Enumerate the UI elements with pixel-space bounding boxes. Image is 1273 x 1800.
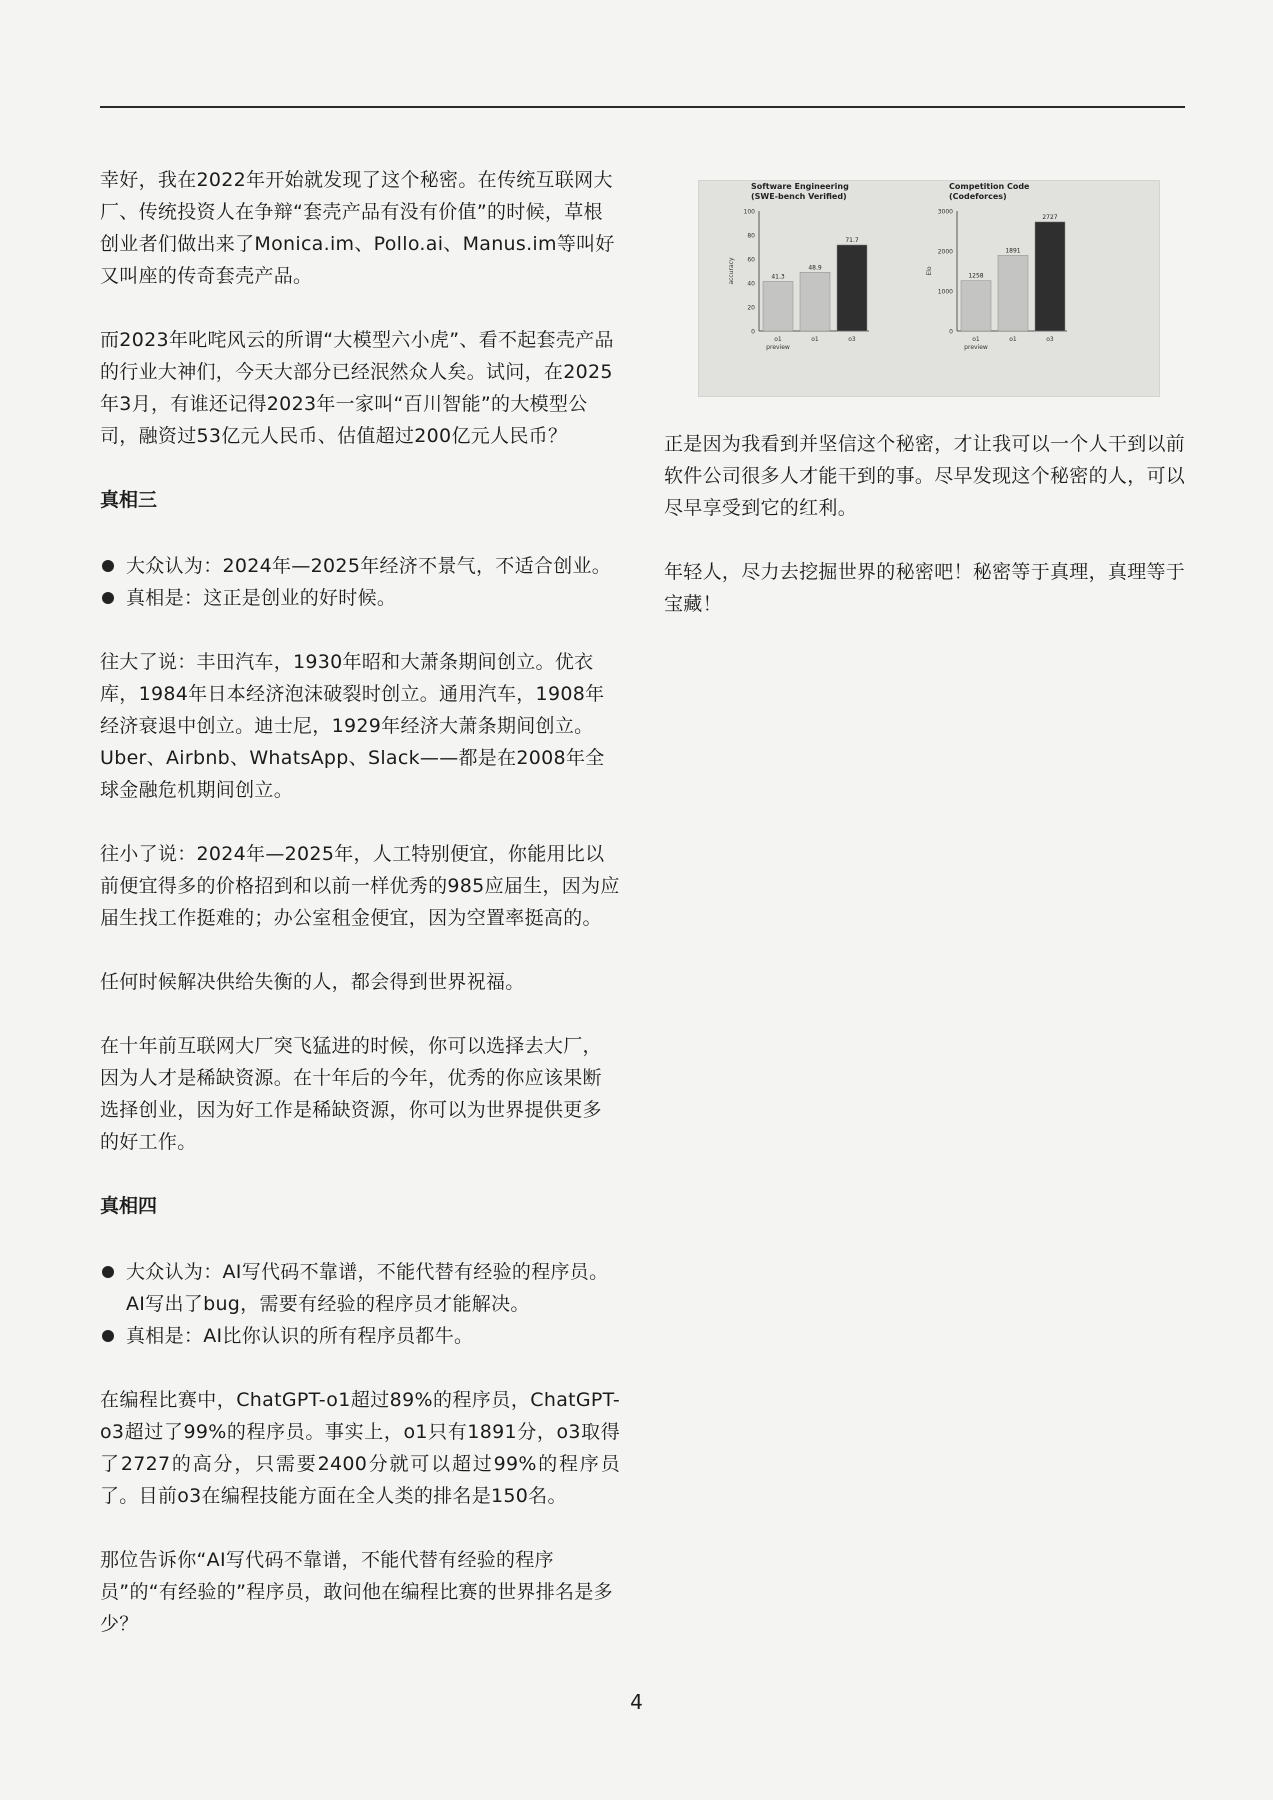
paragraph: 而2023年叱咤风云的所谓“大模型六小虎”、看不起套壳产品的行业大神们，今天大部分已经泯然众人矣。试问，在2025年3月，有谁还记得2023年一家叫“百川智能”的大模型公司，融资过53亿元人民币、估值超过200亿元人民币？ (100, 329, 614, 447)
benchmark-figure (698, 180, 1160, 397)
bar-value-label: 1891 (1005, 247, 1021, 255)
bar-value-label: 41.3 (771, 273, 785, 281)
paragraph: 年轻人，尽力去挖掘世界的秘密吧！秘密等于真理，真理等于宝藏！ (664, 561, 1186, 615)
bar-value-label: 48.9 (808, 264, 822, 272)
bar (763, 281, 793, 331)
bullet-item (100, 1320, 620, 1352)
bullet-dot-icon (102, 1266, 114, 1278)
bullet-text: 大众认为：2024年—2025年经济不景气，不适合创业。 (126, 555, 612, 577)
bullet-text: 真相是：这正是创业的好时候。 (126, 587, 397, 609)
y-tick-label: 20 (747, 304, 755, 312)
paragraph: 在十年前互联网大厂突飞猛进的时候，你可以选择去大厂，因为人才是稀缺资源。在十年后的今年，优秀的你应该果断选择创业，因为好工作是稀缺资源，你可以为世界提供更多的好工作。 (100, 1035, 602, 1153)
paragraph: 任何时候解决供给失衡的人，都会得到世界祝福。 (100, 971, 525, 993)
left-column (100, 164, 620, 1672)
benchmark-charts (699, 181, 1159, 396)
paragraph: 那位告诉你“AI写代码不靠谱，不能代替有经验的程序员”的“有经验的”程序员，敢问他在编程比赛的世界排名是多少？ (100, 1549, 613, 1635)
y-axis-label: accuracy (728, 257, 735, 285)
y-tick-label: 1000 (937, 288, 953, 296)
paragraph: 在编程比赛中，ChatGPT-o1超过89%的程序员，ChatGPT-o3超过了99%的程序员。事实上，o1只有1891分，o3取得了2727的高分，只需要2400分就可以超过99%的程序员了。目前o3在编程技能方面在全人类的排名是150名。 (100, 1389, 620, 1507)
section-heading-truth-three: 真相三 (100, 489, 158, 511)
bullet-dot-icon (102, 1330, 114, 1342)
bar (961, 281, 991, 331)
category-label: o3 (1046, 336, 1054, 343)
category-label: o1 (1009, 336, 1017, 343)
paragraph: 往大了说：丰田汽车，1930年昭和大萧条期间创立。优衣库，1984年日本经济泡沫破裂时创立。通用汽车，1908年经济衰退中创立。迪士尼，1929年经济大萧条期间创立。Uber、Airbnb、WhatsApp、Slack——都是在2008年全球金融危机期间创立。 (100, 651, 605, 801)
bullet-text: 大众认为：AI写代码不靠谱，不能代替有经验的程序员。AI写出了bug，需要有经验的程序员才能解决。 (126, 1261, 609, 1315)
bullet-item (100, 1256, 620, 1320)
bullet-dot-icon (102, 592, 114, 604)
bar (800, 272, 830, 331)
paragraph: 正是因为我看到并坚信这个秘密，才让我可以一个人干到以前软件公司很多人才能干到的事。尽早发现这个秘密的人，可以尽早享受到它的红利。 (664, 433, 1186, 519)
bullet-item (100, 550, 620, 582)
paragraph: 往小了说：2024年—2025年，人工特别便宜，你能用比以前便宜得多的价格招到和以前一样优秀的985应届生，因为应届生找工作挺难的；办公室租金便宜，因为空置率挺高的。 (100, 843, 620, 929)
category-label: preview (964, 344, 988, 351)
category-label: o3 (848, 336, 856, 343)
category-label: o1 (972, 336, 980, 343)
chart-title: Software Engineering (751, 182, 849, 191)
bar-value-label: 1258 (968, 272, 984, 280)
y-tick-label: 100 (743, 208, 755, 216)
bullet-dot-icon (102, 560, 114, 572)
section-heading-truth-four: 真相四 (100, 1195, 158, 1217)
y-tick-label: 0 (949, 328, 953, 336)
bar (1035, 222, 1065, 331)
chart-title: Competition Code (949, 182, 1030, 191)
y-tick-label: 80 (747, 232, 755, 240)
y-tick-label: 40 (747, 280, 755, 288)
page-number: 4 (630, 1690, 643, 1714)
bar (998, 255, 1028, 331)
chart-subtitle: (Codeforces) (949, 192, 1007, 201)
bullet-text: 真相是：AI比你认识的所有程序员都牛。 (126, 1325, 474, 1347)
category-label: o1 (774, 336, 782, 343)
bar-value-label: 71.7 (845, 236, 859, 244)
category-label: o1 (811, 336, 819, 343)
bar (837, 245, 867, 331)
y-tick-label: 2000 (937, 248, 953, 256)
bullet-list (100, 550, 620, 614)
bullet-list (100, 1256, 620, 1352)
chart-subtitle: (SWE-bench Verified) (751, 192, 847, 201)
y-tick-label: 3000 (937, 208, 953, 216)
y-tick-label: 60 (747, 256, 755, 264)
y-axis-label: Elo (926, 266, 933, 276)
bar-value-label: 2727 (1042, 213, 1058, 221)
y-tick-label: 0 (751, 328, 755, 336)
category-label: preview (766, 344, 790, 351)
paragraph: 幸好，我在2022年开始就发现了这个秘密。在传统互联网大厂、传统投资人在争辩“套壳产品有没有价值”的时候，草根创业者们做出来了Monica.im、Pollo.ai、Manus.im等叫好又叫座的传奇套壳产品。 (100, 169, 615, 287)
header-rule (100, 106, 1185, 108)
right-column (664, 428, 1194, 652)
bullet-item (100, 582, 620, 614)
